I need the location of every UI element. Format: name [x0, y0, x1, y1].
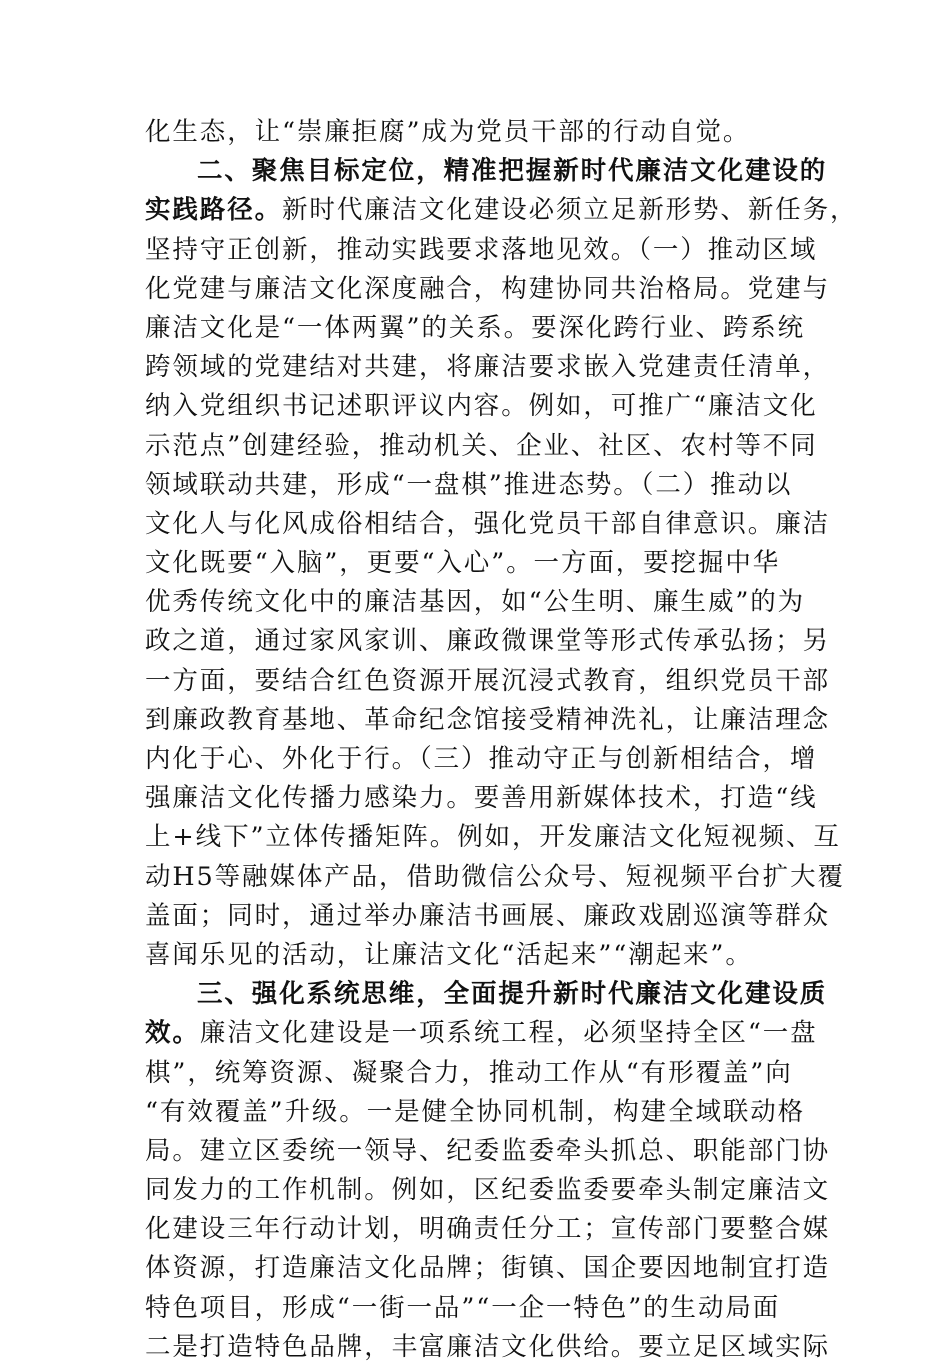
text-line: [145, 1171, 831, 1210]
text-line: [145, 936, 809, 975]
text-line: [145, 191, 858, 230]
body-text: 盖面；同时，通过举办廉洁书画展、廉政戏剧巡演等群众: [145, 900, 831, 931]
section-heading-text: 效。: [145, 1018, 200, 1049]
text-line: [145, 701, 831, 740]
text-line: [145, 897, 831, 936]
document-body: [145, 113, 858, 1367]
body-text: 纳入党组织书记述职评议内容。例如，可推广“廉洁文化: [145, 391, 818, 422]
text-line: [145, 662, 831, 701]
body-text: 领域联动共建，形成“一盘棋”推进态势。（二）推动以: [145, 469, 793, 500]
body-text: 文化人与化风成俗相结合，强化党员干部自律意识。廉洁: [145, 508, 831, 539]
body-text: 文化既要“入脑”，更要“入心”。一方面，要挖掘中华: [145, 548, 781, 579]
body-text: 棋”，统筹资源、凝聚合力，推动工作从“有形覆盖”向: [145, 1057, 793, 1088]
text-line: [145, 505, 831, 544]
text-line: [145, 1132, 831, 1171]
section-heading-text: 三、强化系统思维，全面提升新时代廉洁文化建设质: [197, 979, 828, 1010]
text-line: [145, 152, 828, 191]
body-text: 廉洁文化是“一体两翼”的关系。要深化跨行业、跨系统: [145, 312, 806, 343]
text-line: [145, 858, 845, 897]
text-line: [145, 818, 841, 857]
body-text: 一方面，要结合红色资源开展沉浸式教育，组织党员干部: [145, 665, 831, 696]
body-text: 化建设三年行动计划，明确责任分工；宣传部门要整合媒: [145, 1214, 831, 1245]
text-line: [145, 348, 831, 387]
body-text: 同发力的工作机制。例如，区纪委监委要牵头制定廉洁文: [145, 1175, 831, 1206]
text-line: [145, 466, 809, 505]
body-text: 特色项目，形成“一街一品”“一企一特色”的生动局面: [145, 1292, 781, 1323]
body-text: 二是打造特色品牌，丰富廉洁文化供给。要立足区域实际: [145, 1331, 831, 1362]
body-text: 内化于心、外化于行。（三）推动守正与创新相结合，增: [145, 744, 818, 774]
body-text: 喜闻乐见的活动，让廉洁文化“活起来”“潮起来”。: [145, 939, 753, 970]
text-line: [145, 1249, 831, 1288]
text-line: [145, 309, 809, 348]
section-heading-text: 实践路径。: [145, 195, 283, 226]
body-text: 动H5等融媒体产品，借助微信公众号、短视频平台扩大覆: [145, 861, 845, 892]
text-line: [145, 1289, 809, 1328]
body-text: 体资源，打造廉洁文化品牌；街镇、国企要因地制宜打造: [145, 1253, 831, 1284]
text-line: [145, 583, 809, 622]
section-heading-text: 二、聚焦目标定位，精准把握新时代廉洁文化建设的: [197, 156, 828, 187]
text-line: [145, 622, 831, 661]
body-text: 廉洁文化建设是一项系统工程，必须坚持全区“一盘: [199, 1018, 818, 1049]
body-text: 化生态，让“崇廉拒腐”成为党员干部的行动自觉。: [145, 117, 751, 147]
body-text: 政之道，通过家风家训、廉政微课堂等形式传承弘扬；另: [145, 626, 831, 657]
body-text: 示范点”创建经验，推动机关、企业、社区、农村等不同: [145, 430, 818, 461]
text-line: [145, 1210, 831, 1249]
text-line: [145, 427, 818, 466]
text-line: [145, 231, 818, 270]
body-text: 优秀传统文化中的廉洁基因，如“公生明、廉生威”的为: [145, 587, 806, 618]
body-text: 上+线下”立体传播矩阵。例如，开发廉洁文化短视频、互: [145, 822, 841, 853]
text-line: [145, 1093, 809, 1132]
text-line: [145, 740, 818, 779]
body-text: 新时代廉洁文化建设必须立足新形势、新任务，: [282, 195, 858, 226]
body-text: 化党建与廉洁文化深度融合，构建协同共治格局。党建与: [145, 273, 831, 304]
text-line: [145, 779, 818, 818]
body-text: “有效覆盖”升级。一是健全协同机制，构建全域联动格: [145, 1096, 806, 1127]
body-text: 到廉政教育基地、革命纪念馆接受精神洗礼，让廉洁理念: [145, 704, 831, 735]
text-line: [145, 1014, 818, 1053]
text-line: [145, 1328, 831, 1367]
body-text: 跨领域的党建结对共建，将廉洁要求嵌入党建责任清单，: [145, 352, 831, 383]
text-line: [145, 975, 828, 1014]
text-line: [145, 387, 818, 426]
text-line: [145, 270, 831, 309]
body-text: 局。建立区委统一领导、纪委监委牵头抓总、职能部门协: [145, 1135, 831, 1166]
body-text: 强廉洁文化传播力感染力。要善用新媒体技术，打造“线: [145, 783, 818, 814]
text-line: [145, 113, 809, 152]
text-line: [145, 544, 809, 583]
body-text: 坚持守正创新，推动实践要求落地见效。（一）推动区域: [145, 234, 818, 265]
text-line: [145, 1054, 809, 1093]
